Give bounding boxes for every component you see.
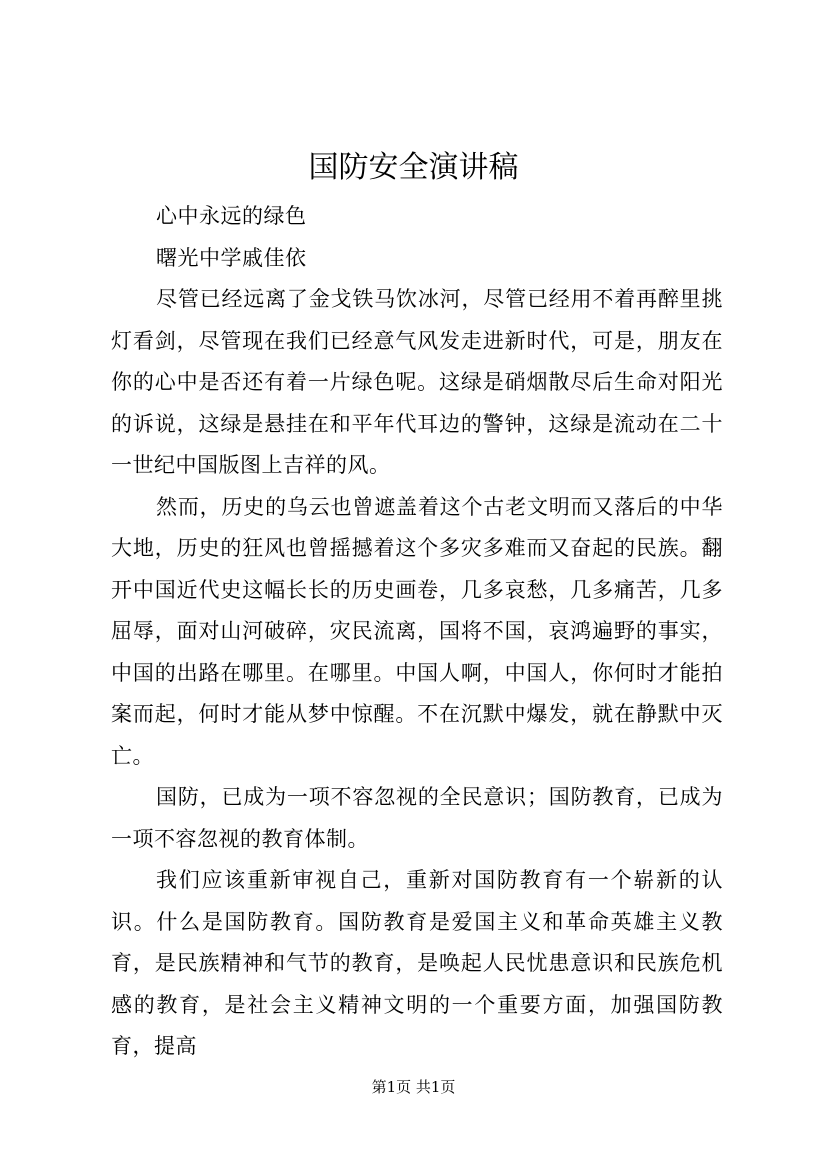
body-paragraph: 尽管已经远离了金戈铁马饮冰河，尽管已经用不着再醉里挑灯看剑，尽管现在我们已经意气风发走进新时代，可是，朋友在你的心中是否还有着一片绿色呢。这绿是硝烟散尽后生命对阳光的诉说，这绿是悬挂在和平年代耳边的警钟，这绿是流动在二十一世纪中国版图上吉祥的风。 bbox=[111, 287, 723, 477]
document-title: 国防安全演讲稿 bbox=[308, 150, 519, 185]
body-paragraph: 我们应该重新审视自己，重新对国防教育有一个崭新的认识。什么是国防教育。国防教育是爱国主义和革命英雄主义教育，是民族精神和气节的教育，是唤起人民忧患意识和民族危机感的教育，是社会主义精神文明的一个重要方面，加强国防教育，提高 bbox=[111, 868, 723, 1058]
body-paragraph: 然而，历史的乌云也曾遮盖着这个古老文明而又落后的中华大地，历史的狂风也曾摇撼着这个多灾多难而又奋起的民族。翻开中国近代史这幅长长的历史画卷，几多哀愁，几多痛苦，几多屈辱，面对山河破碎，灾民流离，国将不国，哀鸿遍野的事实，中国的出路在哪里。在哪里。中国人啊，中国人，你何时才能拍案而起，何时才能从梦中惊醒。不在沉默中爆发，就在静默中灭亡。 bbox=[111, 494, 723, 768]
page-footer: 第1页 共1页 bbox=[371, 1078, 456, 1096]
body-paragraph: 国防，已成为一项不容忽视的全民意识；国防教育，已成为一项不容忽视的教育体制。 bbox=[111, 785, 723, 851]
subtitle-paragraph: 心中永远的绿色 bbox=[156, 204, 307, 228]
document-body bbox=[111, 196, 723, 1068]
author-paragraph: 曙光中学戚佳依 bbox=[156, 245, 307, 270]
